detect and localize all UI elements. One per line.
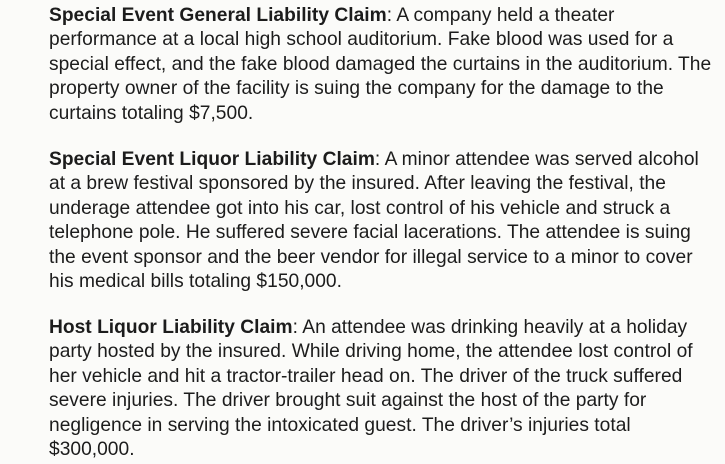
claim-paragraph-general-liability bbox=[49, 4, 717, 126]
claim-paragraph-host-liquor-liability bbox=[49, 316, 717, 462]
claim-body: : An attendee was drinking heavily at a holiday party hosted by the insured. While driving home, the attendee lost control of her vehicle and hit a tractor-trailer head on. The driver of the truck suffered severe injuries. The driver brought suit against the host of the party for negligence in serving the intoxicated guest. The driver’s injuries total $300,000. bbox=[49, 317, 693, 461]
claim-term: Special Event General Liability Claim bbox=[49, 5, 387, 26]
claim-term: Host Liquor Liability Claim bbox=[49, 317, 293, 338]
claim-term: Special Event Liquor Liability Claim bbox=[49, 149, 375, 170]
claim-body: : A minor attendee was served alcohol at a brew festival sponsored by the insured. After leaving the festival, the underage attendee got into his car, lost control of his vehicle and struck a telephone pole. He suffered severe facial lacerations. The attendee is suing the event sponsor and the beer vendor for illegal service to a minor to cover his medical bills totaling $150,000. bbox=[49, 149, 699, 293]
claim-paragraph-liquor-liability bbox=[49, 148, 717, 294]
claim-body: : A company held a theater performance at a local high school auditorium. Fake blood was used for a special effect, and the fake blood damaged the curtains in the auditorium. The property owner of the facility is suing the company for the damage to the curtains totaling $7,500. bbox=[49, 5, 712, 124]
